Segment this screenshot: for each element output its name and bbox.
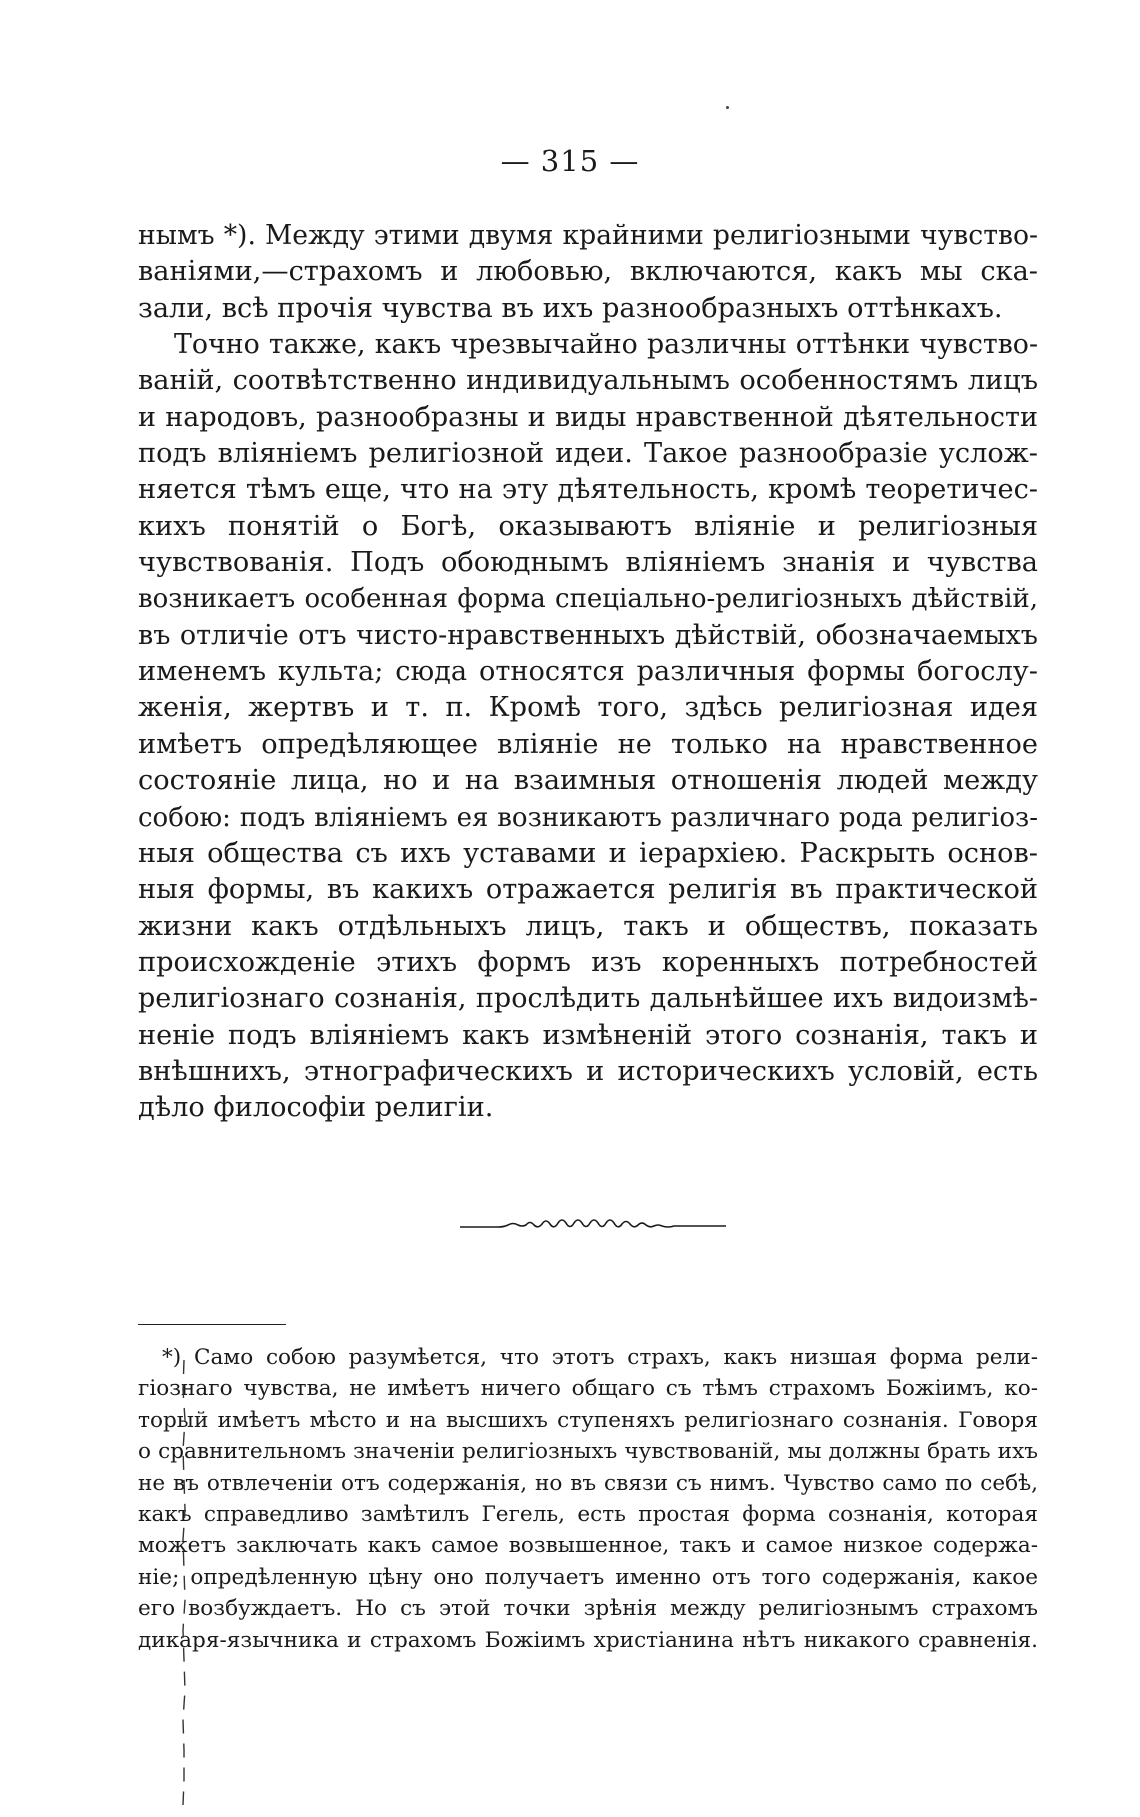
body-line: ныя общества съ ихъ уставами и іерархіею. Раскрыть основ- <box>138 837 1038 869</box>
decorative-ornament <box>458 1214 728 1236</box>
body-line: состояніе лица, но и на взаимныя отношенія людей между <box>138 765 1038 797</box>
body-line: подъ вліяніемъ религіозной идеи. Такое разнообразіе услож- <box>138 438 1038 470</box>
body-line: собою: подъ вліяніемъ ея возникаютъ различнаго рода религіоз- <box>138 802 1038 833</box>
body-line: въ отличіе отъ чисто-нравственныхъ дѣйствій, обозначаемыхъ <box>138 619 1038 651</box>
binding-thread-mark <box>180 1360 188 1805</box>
footnote-line: торый имѣетъ мѣсто и на высшихъ ступеняхъ религіознаго сознанія. Говоря <box>138 1407 1038 1433</box>
body-line: религіознаго сознанія, прослѣдить дальнѣйшее ихъ видоизмѣ- <box>138 983 1038 1015</box>
footnote-line: ніе; опредѣленную цѣну оно получаетъ именно отъ того содержанія, какое <box>138 1564 1038 1590</box>
body-line: возникаетъ особенная форма спеціально-религіозныхъ дѣйствій, <box>138 584 1038 615</box>
footnote-line: о сравнительномъ значеніи религіозныхъ чувствованій, мы должны брать ихъ <box>138 1439 1038 1465</box>
footnote-line: гіознаго чувства, не имѣетъ ничего общаго съ тѣмъ страхомъ Божіимъ, ко- <box>138 1376 1038 1402</box>
body-line: няется тѣмъ еще, что на эту дѣятельность, кромѣ теоретичес- <box>138 474 1038 506</box>
footnote-line: его возбуждаетъ. Но съ этой точки зрѣнія между религіознымъ страхомъ <box>138 1596 1038 1622</box>
footnote-line: какъ справедливо замѣтилъ Гегель, есть простая форма сознанія, которая <box>138 1501 1038 1527</box>
footnote-line: *) Само собою разумѣется, что этотъ страхъ, какъ низшая форма рели- <box>162 1345 1038 1370</box>
body-line: именемъ культа; сюда относятся различныя формы богослу- <box>138 656 1038 688</box>
footnote <box>138 1342 1038 1656</box>
footnote-divider <box>138 1324 286 1325</box>
footnote-line: не въ отвлеченіи отъ содержанія, но въ связи съ нимъ. Чувство само по себѣ, <box>138 1470 1038 1496</box>
body-line: нымъ *). Между этими двумя крайними религіозными чувство- <box>138 220 1038 251</box>
body-line: жизни какъ отдѣльныхъ лицъ, такъ и обществъ, показать <box>138 910 1038 942</box>
ink-speck <box>726 106 729 109</box>
body-line: происхожденіе этихъ формъ изъ коренныхъ потребностей <box>138 946 1038 978</box>
body-line: чувствованія. Подъ обоюднымъ вліяніемъ знанія и чувства <box>138 547 1038 579</box>
body-line: и народовъ, разнообразны и виды нравственной дѣятельности <box>138 401 1038 433</box>
body-line: неніе подъ вліяніемъ какъ измѣненій этого сознанія, такъ и <box>138 1019 1038 1051</box>
footnote-line: дикаря-язычника и страхомъ Божіимъ христіанина нѣтъ никакого сравненія. <box>138 1627 1038 1653</box>
footnote-line: можетъ заключать какъ самое возвышенное, такъ и самое низкое содержа- <box>138 1533 1038 1559</box>
body-line: внѣшнихъ, этнографическихъ и историческихъ условій, есть <box>138 1055 1038 1087</box>
body-text <box>138 218 1038 1127</box>
body-line: имѣетъ опредѣляющее вліяніе не только на нравственное <box>138 728 1038 760</box>
body-line: кихъ понятій о Богѣ, оказываютъ вліяніе и религіозныя <box>138 510 1038 542</box>
body-line: ныя формы, въ какихъ отражается религія въ практической <box>138 874 1038 906</box>
page-number: — 315 — <box>500 144 640 178</box>
body-line: дѣло философіи религіи. <box>138 1092 494 1124</box>
body-line: ваній, соотвѣтственно индивидуальнымъ особенностямъ лицъ <box>138 365 1038 397</box>
body-line: зали, всѣ прочія чувства въ ихъ разнообразныхъ оттѣнкахъ. <box>138 292 1003 324</box>
body-line: Точно также, какъ чрезвычайно различны оттѣнки чувство- <box>174 329 1038 361</box>
body-line: ваніями,—страхомъ и любовью, включаются, какъ мы ска- <box>138 256 1038 288</box>
body-line: женія, жертвъ и т. п. Кромѣ того, здѣсь религіозная идея <box>138 692 1038 724</box>
